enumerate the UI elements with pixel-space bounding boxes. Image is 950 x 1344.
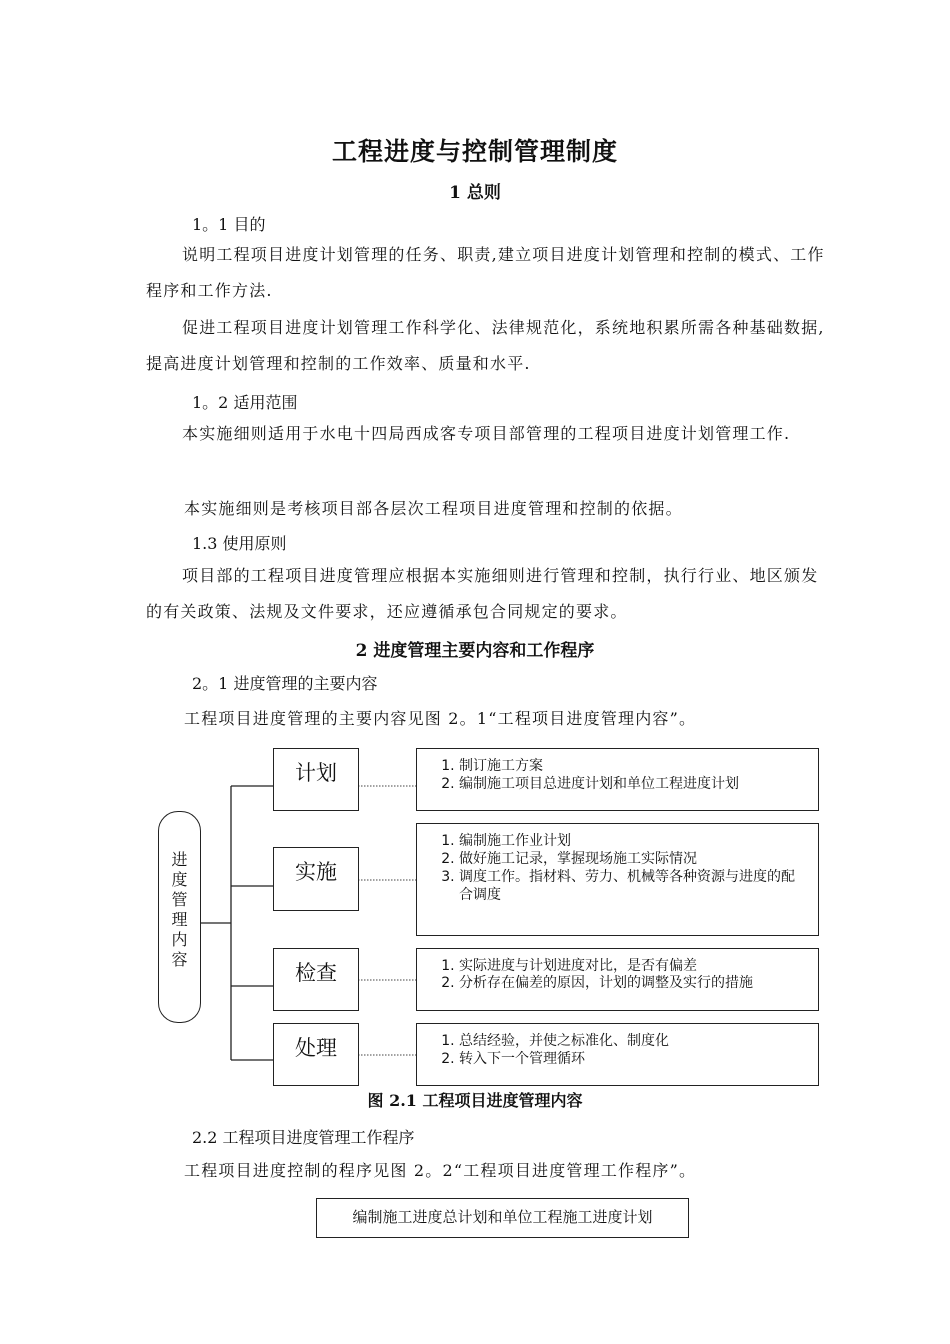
detail-item: 1. 编制施工作业计划 (459, 832, 806, 850)
detail-item: 1. 制订施工方案 (459, 757, 806, 775)
detail-item: 3. 调度工作。指材料、劳力、机械等各种资源与进度的配合调度 (459, 868, 806, 904)
root-node (158, 811, 201, 1023)
root-char: 度 (171, 870, 188, 889)
paragraph-6: 工程项目进度管理的主要内容见图 2。1“工程项目进度管理内容”。 (184, 709, 697, 728)
subsection-1-2: 1。2 适用范围 (192, 393, 298, 412)
detail-item: 2. 做好施工记录，掌握现场施工实际情况 (459, 850, 806, 868)
detail-item: 2. 转入下一个管理循环 (459, 1050, 806, 1068)
paragraph-5: 项目部的工程项目进度管理应根据本实施细则进行管理和控制，执行行业、地区颁发的有关政策、法规及文件要求，还应遵循承包合同规定的要求。 (146, 566, 819, 621)
root-char: 理 (171, 910, 188, 929)
detail-execute (416, 823, 819, 936)
root-char: 进 (171, 850, 188, 869)
root-char: 容 (171, 950, 188, 969)
paragraph-2: 促进工程项目进度计划管理工作科学化、法律规范化，系统地积累所需各种基础数据,提高进度计划管理和控制的工作效率、质量和水平. (146, 318, 825, 373)
detail-handle (416, 1023, 819, 1086)
root-char: 内 (171, 930, 188, 949)
detail-check (416, 948, 819, 1011)
paragraph-1: 说明工程项目进度计划管理的任务、职责,建立项目进度计划管理和控制的模式、工作程序和工作方法. (146, 245, 825, 300)
stage-plan: 计划 (273, 748, 359, 811)
section-1-heading: 1 总则 (449, 183, 501, 203)
detail-item: 2. 编制施工项目总进度计划和单位工程进度计划 (459, 775, 806, 793)
subsection-1-3: 1.3 使用原则 (192, 534, 287, 553)
stage-execute: 实施 (273, 847, 359, 911)
stage-handle: 处理 (273, 1023, 359, 1086)
detail-item: 1. 总结经验，并使之标准化、制度化 (459, 1032, 806, 1050)
subsection-2-2: 2.2 工程项目进度管理工作程序 (192, 1128, 415, 1147)
root-char: 管 (171, 890, 188, 909)
flow-first-step-box: 编制施工进度总计划和单位工程施工进度计划 (316, 1198, 689, 1238)
paragraph-3: 本实施细则适用于水电十四局西成客专项目部管理的工程项目进度计划管理工作. (182, 424, 791, 443)
paragraph-7: 工程项目进度控制的程序见图 2。2“工程项目进度管理工作程序”。 (184, 1161, 697, 1180)
subsection-2-1: 2。1 进度管理的主要内容 (192, 674, 378, 693)
detail-item: 1. 实际进度与计划进度对比，是否有偏差 (459, 957, 806, 975)
subsection-1-1: 1。1 目的 (192, 215, 266, 234)
paragraph-4: 本实施细则是考核项目部各层次工程项目进度管理和控制的依据。 (184, 499, 683, 518)
stage-check: 检查 (273, 948, 359, 1011)
detail-item: 2. 分析存在偏差的原因，计划的调整及实行的措施 (459, 975, 806, 991)
detail-plan (416, 748, 819, 811)
figure-caption: 图 2.1 工程项目进度管理内容 (367, 1091, 583, 1110)
document-title: 工程进度与控制管理制度 (331, 137, 618, 166)
section-2-heading: 2 进度管理主要内容和工作程序 (355, 641, 595, 661)
